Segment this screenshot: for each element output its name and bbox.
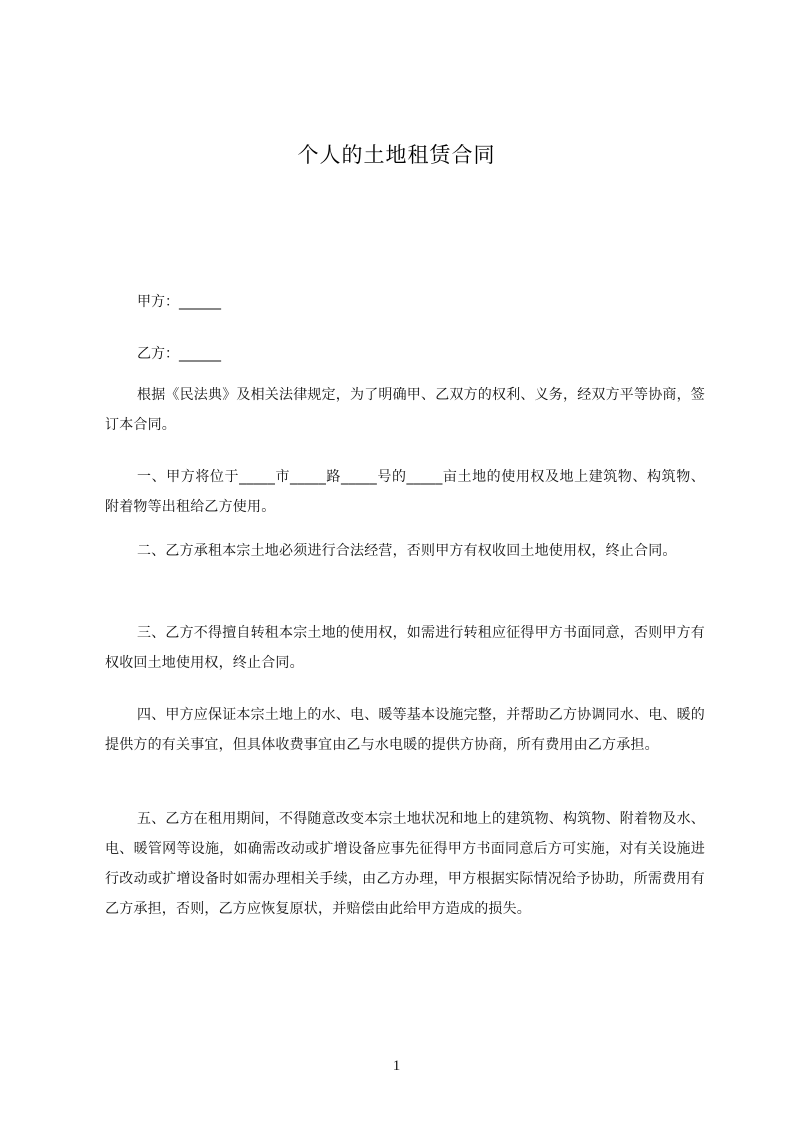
party-b-line: 乙方：______ xyxy=(137,346,221,362)
page-number: 1 xyxy=(392,1058,401,1074)
clause-3-paragraph: 三、乙方不得擅自转租本宗土地的使用权，如需进行转租应征得甲方书面同意，否则甲方有权收回土地使用权，终止合同。 xyxy=(105,625,705,671)
clause-2-paragraph: 二、乙方承租本宗土地必须进行合法经营，否则甲方有权收回土地使用权，终止合同。 xyxy=(137,543,677,559)
clause-5-paragraph: 五、乙方在租用期间，不得随意改变本宗土地状况和地上的建筑物、构筑物、附着物及水、电、暖管网等设施，如确需改动或扩增设备应事先征得甲方书面同意后方可实施，对有关设施进行改动或扩增设备时如需办理相关手续，由乙方办理，甲方根据实际情况给予协助，所需费用有乙方承担，否则，乙方应恢复原状，并赔偿由此给甲方造成的损失。 xyxy=(105,811,705,917)
clause-1-paragraph: 一、甲方将位于_____市_____路_____号的_____亩土地的使用权及地上建筑物、构筑物、附着物等出租给乙方使用。 xyxy=(105,469,705,515)
page-title: 个人的土地租赁合同 xyxy=(297,143,496,167)
party-a-line: 甲方：______ xyxy=(137,294,221,310)
preamble-paragraph: 根据《民法典》及相关法律规定，为了明确甲、乙双方的权利、义务，经双方平等协商，签订本合同。 xyxy=(105,387,705,433)
clause-4-paragraph: 四、甲方应保证本宗土地上的水、电、暖等基本设施完整，并帮助乙方协调同水、电、暖的提供方的有关事宜，但具体收费事宜由乙与水电暖的提供方协商，所有费用由乙方承担。 xyxy=(105,707,705,753)
